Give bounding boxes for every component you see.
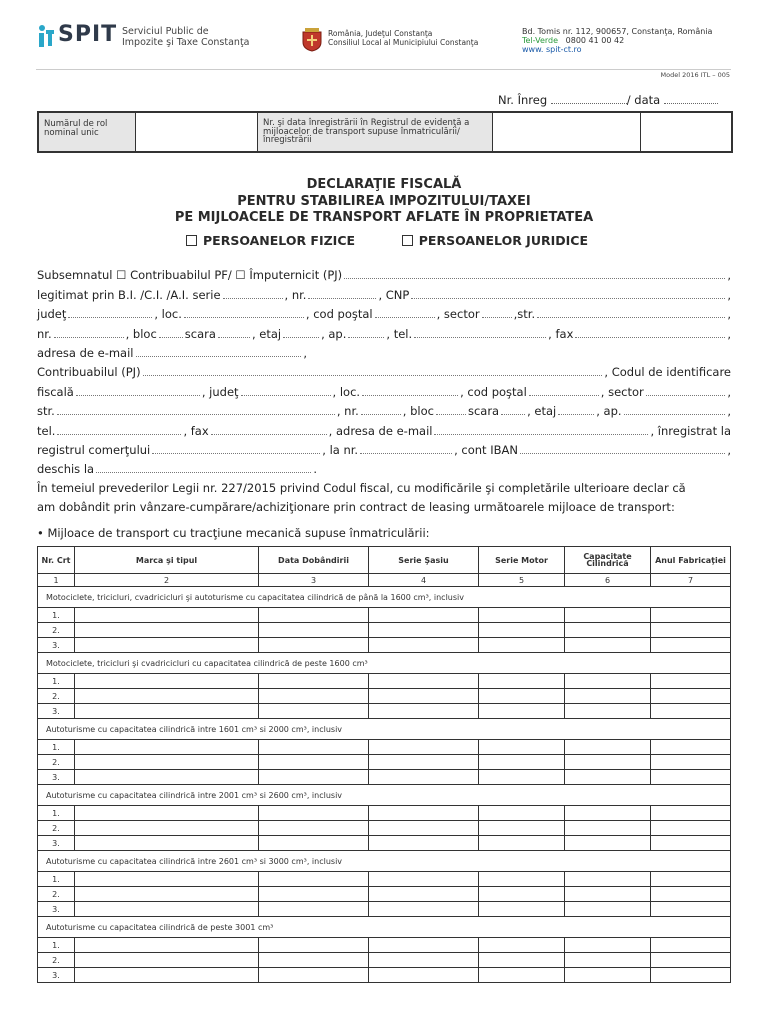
row-number: 3.: [38, 968, 75, 983]
table-input-cell[interactable]: [479, 902, 565, 917]
table-input-cell[interactable]: [369, 638, 479, 653]
table-row: [38, 638, 731, 653]
column-number-cell: 6: [565, 574, 651, 587]
table-input-cell[interactable]: [369, 887, 479, 902]
spit-logo-text: SPIT: [58, 22, 118, 47]
table-row: [38, 806, 731, 821]
table-input-cell[interactable]: [565, 704, 651, 719]
table-input-cell[interactable]: [565, 740, 651, 755]
table-header-cell: Serie Motor: [479, 547, 565, 574]
header-divider: [36, 69, 731, 70]
table-input-cell[interactable]: [75, 755, 259, 770]
table-input-cell[interactable]: [565, 836, 651, 851]
table-header-cell: Capacitate Cilindrică: [565, 547, 651, 574]
table-input-cell[interactable]: [369, 872, 479, 887]
table-input-cell[interactable]: [75, 872, 259, 887]
table-row: [38, 872, 731, 887]
website-link[interactable]: www. spit-ct.ro: [522, 45, 582, 54]
table-input-cell[interactable]: [565, 623, 651, 638]
table-input-cell[interactable]: [651, 674, 731, 689]
table-input-cell[interactable]: [369, 755, 479, 770]
table-input-cell[interactable]: [651, 836, 731, 851]
row-number: 1.: [38, 806, 75, 821]
table-input-cell[interactable]: [259, 953, 369, 968]
table-input-cell[interactable]: [259, 704, 369, 719]
table-row: [38, 770, 731, 785]
form-line-11: deschis la .: [37, 462, 317, 476]
etaj-field[interactable]: [283, 328, 319, 338]
table-input-cell[interactable]: [75, 608, 259, 623]
table-header-cell: Nr. Crt: [38, 547, 75, 574]
column-number-cell: 3: [259, 574, 369, 587]
table-input-cell[interactable]: [369, 953, 479, 968]
table-input-cell[interactable]: [259, 689, 369, 704]
pj-nr-field[interactable]: [361, 405, 401, 415]
row-number: 1.: [38, 608, 75, 623]
table-row: [38, 755, 731, 770]
email-field[interactable]: [136, 347, 302, 357]
table-input-cell[interactable]: [479, 770, 565, 785]
table-input-cell[interactable]: [369, 674, 479, 689]
model-code: Model 2016 ITL – 005: [660, 71, 730, 79]
table-input-cell[interactable]: [651, 902, 731, 917]
table-input-cell[interactable]: [479, 872, 565, 887]
subsemnatul-field[interactable]: [344, 269, 725, 279]
table-section-row: [38, 917, 731, 938]
table-input-cell[interactable]: [479, 755, 565, 770]
table-input-cell[interactable]: [651, 755, 731, 770]
table-section-row: [38, 587, 731, 608]
table-input-cell[interactable]: [651, 806, 731, 821]
table-row: [38, 887, 731, 902]
section-label: Autoturisme cu capacitatea cilindrică intre 1601 cm³ si 2000 cm³, inclusiv: [38, 719, 731, 740]
table-input-cell[interactable]: [75, 770, 259, 785]
pj-fax-field[interactable]: [211, 425, 327, 435]
table-input-cell[interactable]: [479, 740, 565, 755]
table-row: [38, 902, 731, 917]
table-input-cell[interactable]: [75, 902, 259, 917]
table-input-cell[interactable]: [259, 608, 369, 623]
loc-field[interactable]: [184, 308, 304, 318]
table-input-cell[interactable]: [651, 953, 731, 968]
row-number: 1.: [38, 674, 75, 689]
table-input-cell[interactable]: [75, 623, 259, 638]
registry-box: [37, 111, 733, 153]
constanta-crest-icon: [302, 28, 322, 52]
row-number: 3.: [38, 836, 75, 851]
form-line-4: nr. , bloc scara , etaj , ap. , tel. , fax ,: [37, 327, 731, 341]
table-input-cell[interactable]: [369, 704, 479, 719]
spit-logo-icon: [36, 24, 56, 48]
contact-info: Bd. Tomis nr. 112, 900657, Constanţa, România Tel-Verde 0800 41 00 42 www. spit-ct.ro: [522, 27, 713, 54]
table-input-cell[interactable]: [479, 704, 565, 719]
table-input-cell[interactable]: [369, 689, 479, 704]
table-input-cell[interactable]: [479, 623, 565, 638]
pj-loc-field[interactable]: [362, 386, 458, 396]
sector-field[interactable]: [482, 308, 512, 318]
spit-logo-subtitle: Serviciul Public de Impozite şi Taxe Constanţa: [122, 26, 250, 48]
pj-sector-field[interactable]: [646, 386, 726, 396]
table-input-cell[interactable]: [75, 887, 259, 902]
table-section-row: [38, 851, 731, 872]
table-input-cell[interactable]: [369, 938, 479, 953]
table-input-cell[interactable]: [651, 887, 731, 902]
rol-field[interactable]: [136, 113, 258, 151]
table-input-cell[interactable]: [565, 638, 651, 653]
row-number: 2.: [38, 755, 75, 770]
table-row: [38, 740, 731, 755]
table-input-cell[interactable]: [651, 770, 731, 785]
table-row: [38, 836, 731, 851]
table-input-cell[interactable]: [565, 872, 651, 887]
table-input-cell[interactable]: [651, 623, 731, 638]
reg-comert-nr-field[interactable]: [360, 444, 452, 454]
table-input-cell[interactable]: [651, 689, 731, 704]
scara-field[interactable]: [218, 328, 250, 338]
row-number: 1.: [38, 740, 75, 755]
table-header-cell: Data Dobândirii: [259, 547, 369, 574]
cod-postal-field[interactable]: [375, 308, 435, 318]
form-line-10: registrul comerţului , la nr. , cont IBAN ,: [37, 443, 731, 457]
ap-field[interactable]: [348, 328, 384, 338]
table-input-cell[interactable]: [565, 806, 651, 821]
form-line-3: judeţ , loc. , cod poştal , sector ,str. ,: [37, 307, 731, 321]
table-row: [38, 608, 731, 623]
form-line-9: tel. , fax , adresa de e-mail , înregistrat la: [37, 424, 731, 438]
table-input-cell[interactable]: [259, 968, 369, 983]
row-number: 2.: [38, 623, 75, 638]
pj-tel-field[interactable]: [57, 425, 181, 435]
table-input-cell[interactable]: [651, 938, 731, 953]
section-label: Autoturisme cu capacitatea cilindrică de peste 3001 cm³: [38, 917, 731, 938]
table-input-cell[interactable]: [75, 806, 259, 821]
column-number-cell: 1: [38, 574, 75, 587]
form-line-2: legitimat prin B.I. /C.I. /A.I. serie , nr. , CNP ,: [37, 288, 731, 302]
pj-email-field[interactable]: [434, 425, 648, 435]
table-row: [38, 623, 731, 638]
column-number-cell: 5: [479, 574, 565, 587]
pj-label: PERSOANELOR JURIDICE: [418, 233, 588, 248]
table-input-cell[interactable]: [75, 638, 259, 653]
table-input-cell[interactable]: [651, 740, 731, 755]
table-input-cell[interactable]: [369, 902, 479, 917]
table-input-cell[interactable]: [369, 821, 479, 836]
table-input-cell[interactable]: [369, 968, 479, 983]
table-input-cell[interactable]: [479, 836, 565, 851]
table-input-cell[interactable]: [75, 674, 259, 689]
table-row: [38, 821, 731, 836]
registration-date-field[interactable]: [664, 95, 718, 104]
section-label: Autoturisme cu capacitatea cilindrică intre 2601 cm³ si 3000 cm³, inclusiv: [38, 851, 731, 872]
form-line-8: str. , nr. , bloc scara , etaj , ap. ,: [37, 404, 731, 418]
row-number: 2.: [38, 953, 75, 968]
table-input-cell[interactable]: [369, 806, 479, 821]
banca-field[interactable]: [96, 463, 311, 473]
table-input-cell[interactable]: [479, 674, 565, 689]
section-label: Autoturisme cu capacitatea cilindrică intre 2001 cm³ si 2600 cm³, inclusiv: [38, 785, 731, 806]
table-input-cell[interactable]: [565, 938, 651, 953]
vehicles-bullet: • Mijloace de transport cu tracţiune mecanică supuse înmatriculării:: [37, 526, 430, 540]
reg-comert-field[interactable]: [152, 444, 320, 454]
form-line-6: Contribuabilul (PJ) , Codul de identificare: [37, 365, 731, 379]
table-input-cell[interactable]: [651, 968, 731, 983]
column-number-cell: 2: [75, 574, 259, 587]
table-input-cell[interactable]: [259, 938, 369, 953]
table-input-cell[interactable]: [259, 821, 369, 836]
table-input-cell[interactable]: [479, 953, 565, 968]
cnp-field[interactable]: [411, 289, 725, 299]
table-input-cell[interactable]: [565, 902, 651, 917]
form-line-1: Subsemnatul ☐ Contribuabilul PF/ ☐ Împuternicit (PJ) ,: [37, 268, 731, 282]
table-input-cell[interactable]: [259, 623, 369, 638]
table-input-cell[interactable]: [259, 806, 369, 821]
table-input-cell[interactable]: [479, 608, 565, 623]
section-label: Motociclete, tricicluri, cvadricicluri şi autoturisme cu capacitatea cilindrică de până la 1600 cm³, inclusiv: [38, 587, 731, 608]
table-section-row: [38, 785, 731, 806]
registration-number-field[interactable]: [551, 95, 627, 104]
pj-cod-postal-field[interactable]: [529, 386, 599, 396]
table-input-cell[interactable]: [565, 770, 651, 785]
table-column-numbers: [38, 574, 731, 587]
table-input-cell[interactable]: [259, 755, 369, 770]
table-input-cell[interactable]: [75, 821, 259, 836]
legal-paragraph: În temeiul prevederilor Legii nr. 227/2015 privind Codul fiscal, cu modificările şi completările ulterioare declar că am dobândit prin vânzare-cumpărare/achiziţionare prin contract de leasing următoarele mijloace de transport:: [37, 481, 686, 514]
table-input-cell[interactable]: [565, 968, 651, 983]
table-input-cell[interactable]: [259, 638, 369, 653]
table-row: [38, 953, 731, 968]
table-row: [38, 938, 731, 953]
column-number-cell: 7: [651, 574, 731, 587]
table-input-cell[interactable]: [259, 887, 369, 902]
section-label: Motociclete, tricicluri şi cvadricicluri cu capacitatea cilindrică de peste 1600 cm³: [38, 653, 731, 674]
iban-field[interactable]: [520, 444, 725, 454]
table-header-cell: Marca şi tipul: [75, 547, 259, 574]
table-header-cell: Anul Fabricaţiei: [651, 547, 731, 574]
row-number: 2.: [38, 887, 75, 902]
table-input-cell[interactable]: [479, 968, 565, 983]
table-row: [38, 674, 731, 689]
pj-str-field[interactable]: [57, 405, 335, 415]
table-row: [38, 704, 731, 719]
vehicles-table: [37, 546, 731, 983]
table-row: [38, 968, 731, 983]
table-input-cell[interactable]: [565, 887, 651, 902]
table-input-cell[interactable]: [565, 755, 651, 770]
pj-ap-field[interactable]: [624, 405, 726, 415]
registration-number-line: Nr. Înreg / data: [498, 93, 718, 107]
row-number: 1.: [38, 872, 75, 887]
title-line-1: DECLARAŢIE FISCALĂ: [306, 177, 462, 192]
table-input-cell[interactable]: [565, 689, 651, 704]
registru-label: Nr. şi data înregistrării în Registrul de evidenţă a mijloacelor de transport supuse înmatriculării/ înregistrării: [258, 113, 493, 151]
table-input-cell[interactable]: [479, 938, 565, 953]
table-input-cell[interactable]: [651, 638, 731, 653]
table-input-cell[interactable]: [259, 674, 369, 689]
table-input-cell[interactable]: [479, 887, 565, 902]
table-input-cell[interactable]: [369, 740, 479, 755]
table-input-cell[interactable]: [259, 872, 369, 887]
tel-field[interactable]: [414, 328, 546, 338]
pj-etaj-field[interactable]: [558, 405, 594, 415]
row-number: 3.: [38, 638, 75, 653]
council-text: România, Judeţul Constanţa Consiliul Local al Municipiului Constanţa: [328, 29, 479, 47]
registru-date-field[interactable]: [641, 113, 727, 151]
bi-nr-field[interactable]: [308, 289, 376, 299]
rol-label: Numărul de rol nominal unic: [39, 113, 136, 151]
table-input-cell[interactable]: [369, 608, 479, 623]
table-input-cell[interactable]: [75, 953, 259, 968]
table-input-cell[interactable]: [75, 836, 259, 851]
pj-scara-field[interactable]: [501, 405, 525, 415]
row-number: 3.: [38, 902, 75, 917]
table-input-cell[interactable]: [369, 623, 479, 638]
table-input-cell[interactable]: [651, 821, 731, 836]
column-number-cell: 4: [369, 574, 479, 587]
table-header-row: [38, 547, 731, 574]
table-row: [38, 689, 731, 704]
title-line-3: PE MIJLOACELE DE TRANSPORT AFLATE ÎN PROPRIETATEA: [174, 210, 594, 225]
pf-checkbox[interactable]: [186, 235, 197, 246]
table-input-cell[interactable]: [565, 608, 651, 623]
table-input-cell[interactable]: [259, 740, 369, 755]
table-input-cell[interactable]: [651, 704, 731, 719]
row-number: 1.: [38, 938, 75, 953]
str-field[interactable]: [537, 308, 725, 318]
row-number: 2.: [38, 821, 75, 836]
table-input-cell[interactable]: [259, 836, 369, 851]
pj-judet-field[interactable]: [241, 386, 331, 396]
table-input-cell[interactable]: [565, 953, 651, 968]
table-input-cell[interactable]: [369, 770, 479, 785]
contribuabil-pj-field[interactable]: [143, 366, 603, 376]
table-input-cell[interactable]: [651, 872, 731, 887]
table-input-cell[interactable]: [565, 821, 651, 836]
cif-field[interactable]: [76, 386, 200, 396]
table-input-cell[interactable]: [565, 674, 651, 689]
table-input-cell[interactable]: [479, 806, 565, 821]
table-input-cell[interactable]: [479, 821, 565, 836]
table-header-cell: Serie Şasiu: [369, 547, 479, 574]
registru-nr-field[interactable]: [493, 113, 641, 151]
table-input-cell[interactable]: [369, 836, 479, 851]
table-input-cell[interactable]: [479, 638, 565, 653]
table-input-cell[interactable]: [479, 689, 565, 704]
pj-checkbox[interactable]: [402, 235, 413, 246]
row-number: 3.: [38, 704, 75, 719]
judet-field[interactable]: [68, 308, 152, 318]
form-line-5: adresa de e-mail ,: [37, 346, 307, 360]
form-line-7: fiscală , judeţ , loc. , cod poştal , sector ,: [37, 385, 731, 399]
owner-type-options: [186, 233, 588, 248]
table-input-cell[interactable]: [259, 902, 369, 917]
title-line-2: PENTRU STABILIREA IMPOZITULUI/TAXEI: [237, 194, 531, 209]
table-input-cell[interactable]: [75, 689, 259, 704]
row-number: 3.: [38, 770, 75, 785]
table-section-row: [38, 653, 731, 674]
pf-label: PERSOANELOR FIZICE: [203, 233, 356, 248]
table-input-cell[interactable]: [75, 938, 259, 953]
bloc-field[interactable]: [159, 328, 183, 338]
bi-serie-field[interactable]: [223, 289, 283, 299]
fax-field[interactable]: [575, 328, 725, 338]
table-section-row: [38, 719, 731, 740]
table-input-cell[interactable]: [75, 968, 259, 983]
table-input-cell[interactable]: [75, 740, 259, 755]
row-number: 2.: [38, 689, 75, 704]
table-input-cell[interactable]: [651, 608, 731, 623]
pj-bloc-field[interactable]: [436, 405, 466, 415]
nr-field[interactable]: [54, 328, 124, 338]
table-input-cell[interactable]: [75, 704, 259, 719]
table-input-cell[interactable]: [259, 770, 369, 785]
